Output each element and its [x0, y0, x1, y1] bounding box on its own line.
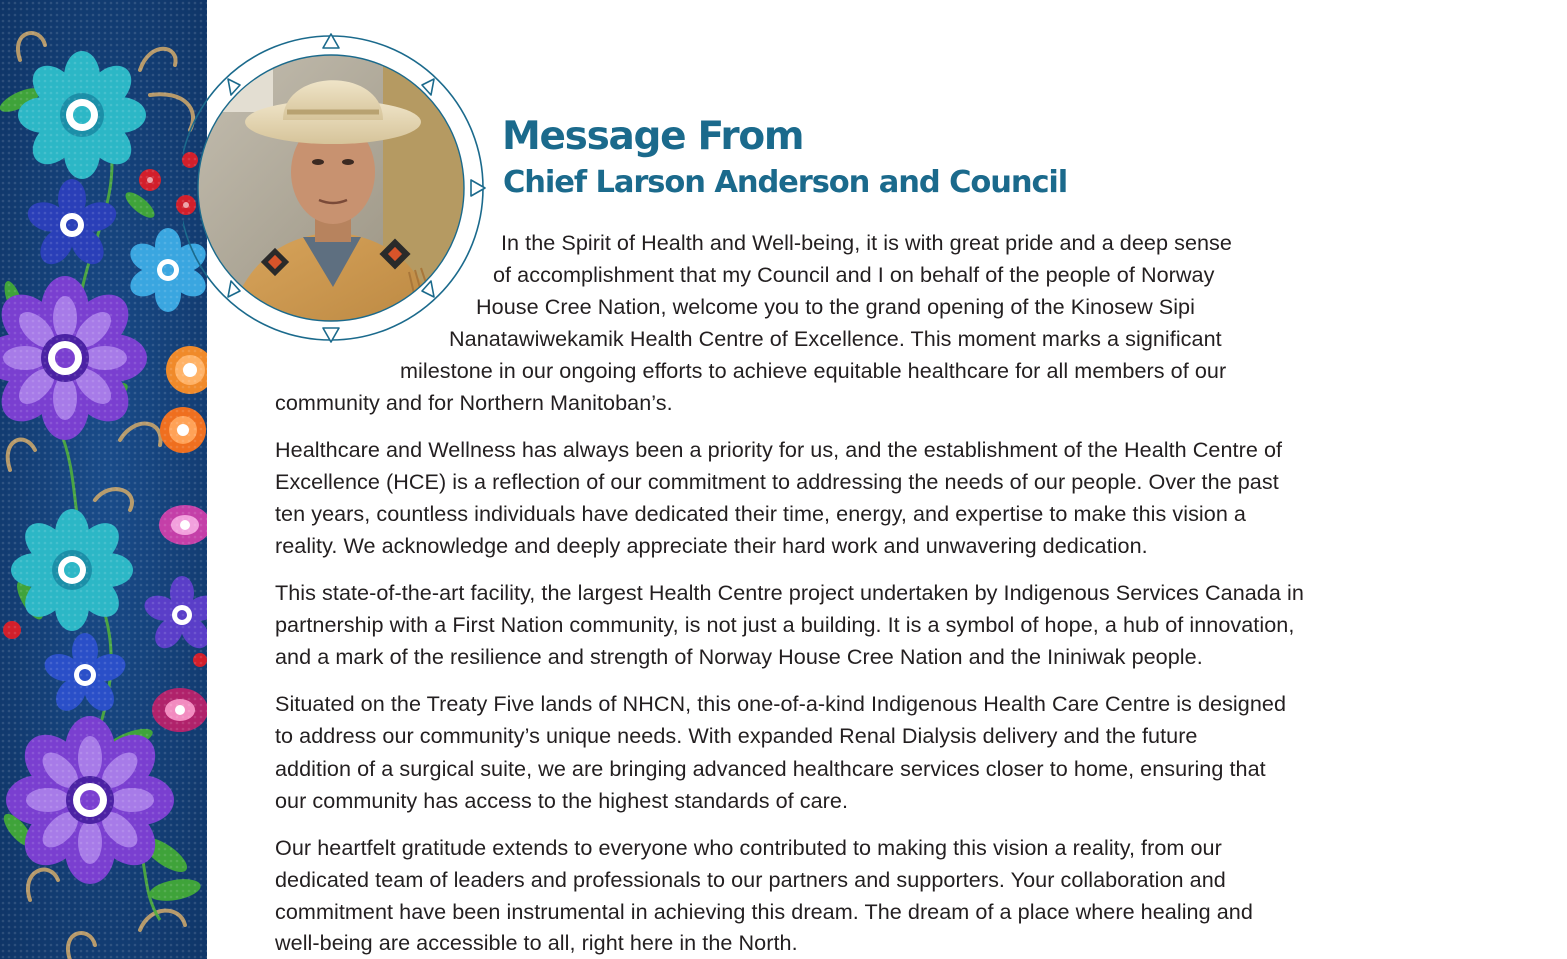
paragraph-line: Nanatawiwekamik Health Centre of Excellence. This moment marks a significant	[449, 326, 1222, 351]
paragraph-line: Our heartfelt gratitude extends to everyone who contributed to making this vision a reality, from our	[275, 835, 1222, 860]
paragraph-line: of accomplishment that my Council and I on behalf of the people of Norway	[493, 262, 1215, 287]
paragraph-line: reality. We acknowledge and deeply appreciate their hard work and unwavering dedication.	[275, 533, 1148, 558]
paragraph-line: our community has access to the highest standards of care.	[275, 788, 849, 813]
paragraph-line: This state-of-the-art facility, the largest Health Centre project undertaken by Indigenous Services Canada in	[275, 580, 1304, 605]
paragraph-line: Healthcare and Wellness has always been a priority for us, and the establishment of the Health Centre of	[275, 437, 1283, 462]
paragraph-line: dedicated team of leaders and professionals to our partners and supporters. Your collaboration and	[275, 867, 1226, 892]
paragraph-line: addition of a surgical suite, we are bringing advanced healthcare services closer to home, ensuring that	[275, 756, 1266, 781]
paragraph-line: House Cree Nation, welcome you to the grand opening of the Kinosew Sipi	[476, 294, 1195, 319]
paragraph-line: to address our community’s unique needs. With expanded Renal Dialysis delivery and the future	[275, 723, 1198, 748]
paragraph-line: In the Spirit of Health and Well-being, it is with great pride and a deep sense	[501, 230, 1232, 255]
paragraph-line: well-being are accessible to all, right here in the North.	[275, 930, 798, 955]
paragraph-line: ten years, countless individuals have dedicated their time, energy, and expertise to make this vision a	[275, 501, 1246, 526]
page-subtitle: Chief Larson Anderson and Council	[503, 165, 1068, 200]
portrait-photo	[183, 22, 493, 352]
page-title: Message From	[502, 114, 804, 159]
paragraph-line: partnership with a First Nation community, is not just a building. It is a symbol of hope, a hub of innovation,	[275, 612, 1295, 637]
paragraph-line: Excellence (HCE) is a reflection of our commitment to addressing the needs of our people. Over the past	[275, 469, 1279, 494]
paragraph-line: community and for Northern Manitoban’s.	[275, 390, 673, 415]
paragraph-line: and a mark of the resilience and strength of Norway House Cree Nation and the Ininiwak people.	[275, 644, 1203, 669]
beaded-floral-border	[0, 0, 207, 959]
paragraph-line: milestone in our ongoing efforts to achieve equitable healthcare for all members of our	[400, 358, 1227, 383]
paragraph-line: Situated on the Treaty Five lands of NHCN, this one-of-a-kind Indigenous Health Care Centre is designed	[275, 691, 1286, 716]
paragraph-line: commitment have been instrumental in achieving this dream. The dream of a place where healing and	[275, 899, 1253, 924]
beadwork-pattern	[0, 0, 207, 959]
chief-portrait	[183, 22, 493, 352]
